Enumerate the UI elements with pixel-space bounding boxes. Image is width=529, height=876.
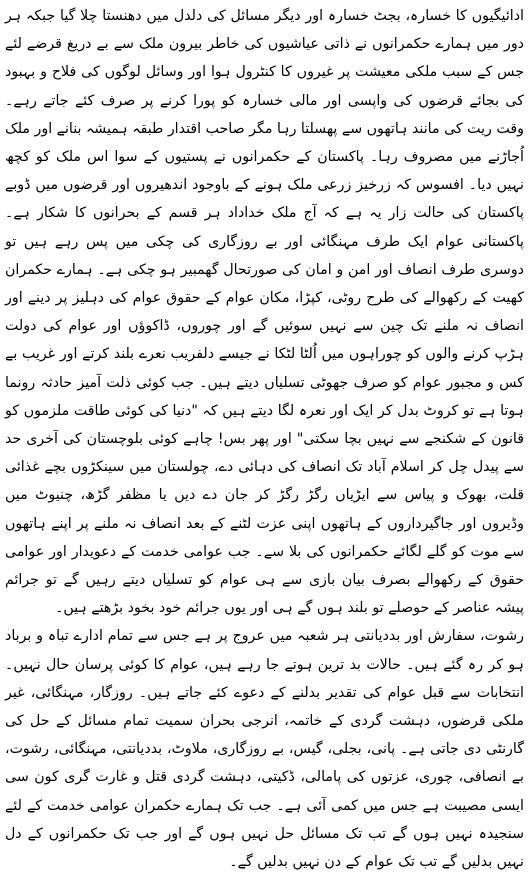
article-paragraph-1: ادائیگیوں کا خسارہ، بجٹ خسارہ اور دیگر مسائل کی دلدل میں دھنستا چلا گیا جبکہ ہر دور میں ہمارے حکمرانوں نے ذاتی عیاشیوں کی خاطر بیرون ملک سے بے دریغ قرضے لئے جس کے سبب ملکی معیشت پر غیروں کا کنٹرول ہوا اور وسائل لوگوں کی فلاح و بہبود کی بجائے قرضوں کی واپسی اور مالی خسارہ کو پورا کرنے پر صرف کئے جاتے رہے۔ وقت ریت کی مانند ہاتھوں سے پھسلتا رہا مگر صاحب اقتدار طبقہ ہمیشہ بنانے اور ملک اُجاڑنے میں مصروف رہا۔ پاکستان کے حکمرانوں نے پستیوں کے سوا اس ملک کو کچھ نہیں دیا۔ افسوس کہ زرخیز زرعی ملک ہونے کے باوجود اندھیروں اور قرضوں میں ڈوبے پاکستان کی حالت زار یہ ہے کہ آج ملک خداداد ہر قسم کے بحرانوں کا شکار ہے۔ پاکستانی عوام ایک طرف مہنگائی اور بے روزگاری کی چکی میں پس رہے ہیں تو دوسری طرف انصاف اور امن و امان کی صورتحال گھمبیر ہو چکی ہے۔ ہمارے حکمران کھیت کے رکھوالے کی طرح روٹی، کپڑا، مکان عوام کے حقوق عوام کی دہلیز پر دینے اور انصاف نہ ملنے تک چین سے نہیں سوئیں گے اور چوروں، ڈاکوؤں اور عوام کی دولت ہڑپ کرنے والوں کو چوراہوں میں اُلٹا لٹکا نے جیسے دلفریب نعرے بلند کرتے اور غریب بے کس و مجبور عوام کو صرف جھوٹی تسلیاں دیتے ہیں۔ جب کوئی ذلت آمیز حادثہ رونما ہوتا ہے تو کروٹ بدل کر ایک اور نعرہ لگا دیتے ہیں کہ "دنیا کی کوئی طاقت ملزموں کو قانون کے شکنجے سے نہیں بچا سکتی" اور پھر بس! چاہے کوئی بلوچستان کی آخری حد سے پیدل چل کر اسلام آباد تک انصاف کی دہائی دے، چولستان میں سینکڑوں بچے غذائی قلت، بھوک و پیاس سے ایڑیاں رگڑ رگڑ کر جان دے دیں یا مظفر گڑھ، چنیوٹ میں وڈیروں اور جاگیرداروں کے ہاتھوں اپنی عزت لٹنے کے بعد انصاف نہ ملنے پر اپنے ہاتھوں سے موت کو گلے لگائے حکمرانوں کی بلا سے۔ جب عوامی خدمت کے دعویدار اور عوامی حقوق کے رکھوالے بصرف بیان بازی سے ہی عوام کو تسلیاں دیتے رہیں گے تو جرائم پیشہ عناصر کے حوصلے تو بلند ہوں گے ہی اور یوں جرائم خود بخود بڑھتے ہیں۔ bbox=[5, 8, 524, 617]
article-body bbox=[5, 2, 524, 876]
article-paragraph-2: رشوت، سفارش اور بددیانتی ہر شعبہ میں عروج پر ہے جس سے تمام ادارے تباہ و برباد ہو کر رہ گئے ہیں۔ حالات بد ترین ہوتے جا رہے ہیں، عوام کا کوئی پرسان حال نہیں۔ انتخابات سے قبل عوام کی تقدیر بدلنے کے دعوے کئے جاتے ہیں۔ روزگار، مہنگائی، غیر ملکی قرضوں، دہشت گردی کے خاتمہ، انرجی بحران سمیت تمام مسائل کے حل کی گارنٹی دی جاتی ہے۔ پانی، بجلی، گیس، بے روزگاری، ملاوٹ، بددیانتی، مہنگائی، رشوت، بے انصافی، چوری، عزتوں کی پامالی، ڈکیتی، دہشت گردی قتل و غارت گری کون سی ایسی مصیبت ہے جس میں کمی آئی ہے۔ جب تک ہمارے حکمران عوامی خدمت کے لئے سنجیدہ نہیں ہوں گے تب تک مسائل حل نہیں ہوں گے اور جب تک حکمرانوں کے دل نہیں بدلیں گے تب تک عوام کے دن نہیں بدلیں گے۔ bbox=[5, 628, 524, 871]
